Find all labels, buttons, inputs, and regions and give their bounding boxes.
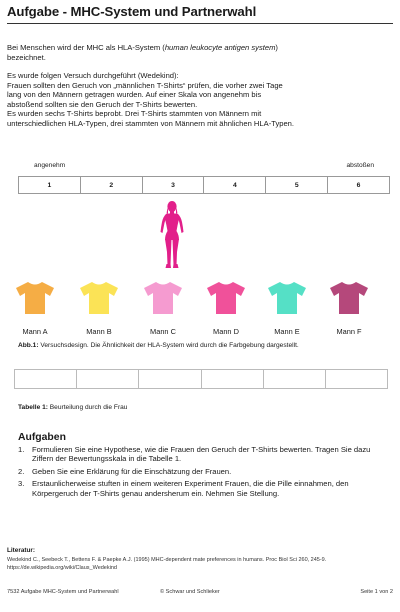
intro-text-after: ) bbox=[275, 43, 278, 52]
scale-label-right: abstoßen bbox=[346, 162, 374, 169]
tshirt-b-icon bbox=[78, 280, 120, 316]
rating-result-table bbox=[14, 369, 388, 389]
woman-figure-icon bbox=[155, 200, 189, 270]
tshirt-c-icon bbox=[142, 280, 184, 316]
man-label-b: Mann B bbox=[86, 327, 112, 336]
literature-reference: Wedekind C., Seebeck T., Bettens F. & Paepke A.J. (1995) MHC-dependent mate preferences in humans. Proc Biol Sci 260, 245-9. bbox=[7, 557, 327, 563]
scale-cell-3: 3 bbox=[143, 177, 205, 193]
tshirt-a-icon bbox=[14, 280, 56, 316]
man-label-d: Mann D bbox=[213, 327, 239, 336]
experiment-line: Frauen sollten den Geruch von „männlichen T-Shirts“ prüfen, die vorher zwei Tage bbox=[7, 80, 283, 90]
experiment-paragraph bbox=[7, 71, 393, 128]
experiment-line: unterschiedlichen HLA-Typen, drei stammten von Männern mit ähnlichen HLA-Typen. bbox=[7, 118, 295, 128]
rating-scale bbox=[18, 176, 390, 194]
footer-document-id: 7532 Aufgabe MHC-System und Partnerwahl bbox=[7, 589, 119, 595]
task-number: 2. bbox=[18, 466, 25, 476]
scale-labels bbox=[18, 162, 390, 174]
task-text: Formulieren Sie eine Hypothese, wie die Frauen den Geruch der T-Shirts bewerten. Tragen Sie dazu Ziffern der Bewertungsskala in die Tabelle 1. bbox=[32, 445, 371, 464]
scale-cell-4: 4 bbox=[204, 177, 266, 193]
page-title: Aufgabe - MHC-System und Partnerwahl bbox=[7, 4, 257, 19]
figure-caption-text: Versuchsdesign. Die Ähnlichkeit der HLA-System wird durch die Farbgebung dargestellt. bbox=[38, 342, 299, 349]
footer-page-number: Seite 1 von 2 bbox=[360, 589, 393, 595]
task-text: Geben Sie eine Erklärung für die Einschätzung der Frauen. bbox=[32, 466, 232, 476]
literature-link[interactable]: https://de.wikipedia.org/wiki/Claus_Wedekind bbox=[7, 564, 117, 571]
tshirt-e-icon bbox=[266, 280, 308, 316]
result-cell[interactable] bbox=[14, 370, 77, 388]
intro-text-before: Bei Menschen wird der MHC als HLA-System ( bbox=[7, 43, 165, 52]
experiment-line: lang von den Männern getragen wurden. Auf einer Skala von angenehm bis bbox=[7, 90, 262, 99]
men-labels bbox=[14, 327, 388, 339]
result-cell[interactable] bbox=[326, 370, 388, 388]
footer-copyright: © Schwar und Schlieker bbox=[160, 589, 220, 595]
figure-caption-label: Abb.1: bbox=[18, 342, 39, 349]
man-label-a: Mann A bbox=[22, 327, 48, 336]
table-caption-text: Beurteilung durch die Frau bbox=[47, 404, 128, 411]
title-underline bbox=[7, 23, 393, 24]
intro-paragraph bbox=[7, 43, 393, 62]
result-cell[interactable] bbox=[139, 370, 201, 388]
experiment-line: Es wurden sechs T-Shirts beprobt. Drei T-Shirts stammten von Männern mit bbox=[7, 109, 262, 118]
scale-cell-2: 2 bbox=[81, 177, 143, 193]
man-label-e: Mann E bbox=[274, 327, 300, 336]
table-caption-label: Tabelle 1: bbox=[18, 404, 48, 411]
intro-text-italic: human leukocyte antigen system bbox=[164, 43, 276, 52]
tshirt-d-icon bbox=[205, 280, 247, 316]
tasks-heading: Aufgaben bbox=[18, 432, 66, 443]
intro-text-line2: bezeichnet. bbox=[7, 52, 46, 62]
task-number: 3. bbox=[18, 479, 25, 489]
tshirt-row bbox=[14, 280, 388, 320]
man-label-f: Mann F bbox=[336, 327, 362, 336]
task-item bbox=[18, 479, 388, 498]
tshirt-f-icon bbox=[328, 280, 370, 316]
literature-heading: Literatur: bbox=[7, 547, 36, 554]
literature-text bbox=[7, 557, 397, 572]
task-list bbox=[18, 445, 388, 501]
table-caption bbox=[18, 404, 127, 411]
figure-caption bbox=[18, 342, 390, 349]
task-text: Erstaunlicherweise stuften in einem weiteren Experiment Frauen, die die Pille einnahmen, den Körpergeruch der T-Shirts genau andersherum ein. Nehmen Sie Stellung. bbox=[32, 479, 349, 498]
scale-label-left: angenehm bbox=[34, 162, 66, 169]
scale-cell-6: 6 bbox=[356, 181, 361, 189]
experiment-line: abstoßend sollten sie den Geruch der T-Shirts bewerten. bbox=[7, 99, 198, 109]
scale-cell-1: 1 bbox=[19, 177, 81, 193]
result-cell[interactable] bbox=[202, 370, 264, 388]
task-item bbox=[18, 445, 388, 464]
scale-cell-5: 5 bbox=[266, 177, 328, 193]
man-label-c: Mann C bbox=[150, 327, 176, 336]
page-footer bbox=[7, 589, 393, 599]
task-number: 1. bbox=[18, 445, 25, 454]
result-cell[interactable] bbox=[77, 370, 139, 388]
experiment-line: Es wurde folgen Versuch durchgeführt (Wedekind): bbox=[7, 71, 179, 80]
task-item bbox=[18, 467, 388, 476]
result-cell[interactable] bbox=[264, 370, 326, 388]
